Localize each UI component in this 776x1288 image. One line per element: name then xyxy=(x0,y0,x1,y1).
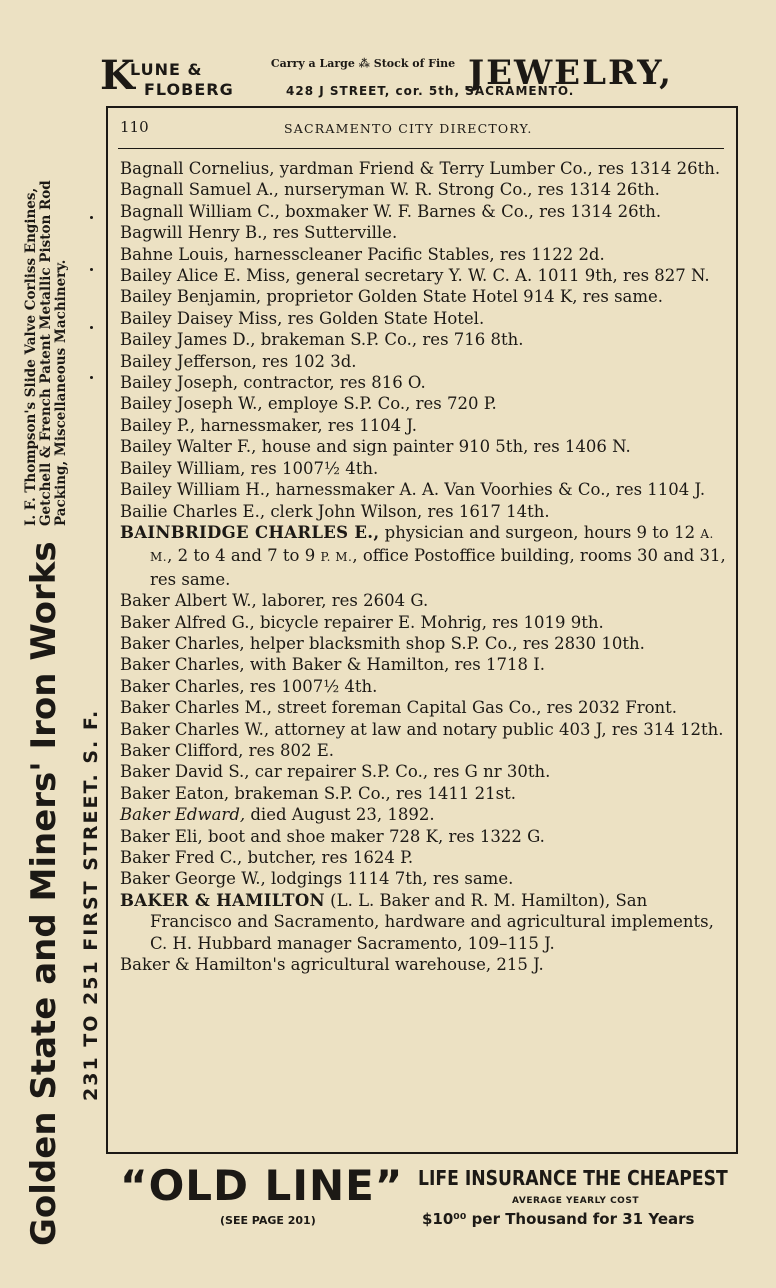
entry-text: , office Postoffice building, rooms 30 and 31, res same. xyxy=(150,546,726,589)
directory-frame xyxy=(106,106,738,1154)
directory-entry xyxy=(120,501,730,522)
entry-text: Bailey Benjamin, proprietor Golden State Hotel 914 K, res same. xyxy=(120,287,664,307)
insurance-advertisement xyxy=(100,1158,740,1238)
entry-text: Bailey Joseph W., employe S.P. Co., res 720 P. xyxy=(120,394,497,414)
ad-average-cost: AVERAGE YEARLY COST xyxy=(512,1196,639,1206)
entry-text: Baker Clifford, res 802 E. xyxy=(120,740,335,760)
directory-entry xyxy=(120,479,730,500)
entry-text: Baker Charles W., attorney at law and notary public 403 J, res 314 12th. xyxy=(120,719,724,739)
directory-entry xyxy=(120,676,730,697)
entry-text: (L. L. Baker and R. M. Hamilton), San Francisco and Sacramento, hardware and agricultural implements, C. H. Hubbard manager Sacramento, 109–115 J. xyxy=(150,890,714,953)
entry-text: Baker Eaton, brakeman S.P. Co., res 1411 21st. xyxy=(120,783,516,803)
directory-entry xyxy=(120,654,730,675)
jewelry-advertisement xyxy=(100,52,740,102)
entry-text: Bailey Walter F., house and sign painter 910 5th, res 1406 N. xyxy=(120,437,631,457)
directory-entry xyxy=(120,393,730,414)
entry-text: Baker David S., car repairer S.P. Co., res G nr 30th. xyxy=(120,762,551,782)
directory-entry xyxy=(120,890,730,954)
directory-entries xyxy=(120,158,730,975)
directory-entry xyxy=(120,222,730,243)
entry-sc: A. M. xyxy=(150,526,714,565)
directory-entry xyxy=(120,633,730,654)
entry-text: Baker Charles M., street foreman Capital Gas Co., res 2032 Front. xyxy=(120,698,678,718)
entry-text: Bailey P., harnessmaker, res 1104 J. xyxy=(120,415,418,435)
entry-text: Baker Eli, boot and shoe maker 728 K, res 1322 G. xyxy=(120,826,545,846)
directory-entry xyxy=(120,286,730,307)
entry-text: physician and surgeon, hours 9 to 12 xyxy=(379,522,701,542)
ad-firm-line2: FLOBERG xyxy=(144,80,234,99)
ad-old-line: “OLD LINE” xyxy=(120,1161,404,1210)
entry-text: Baker Charles, helper blacksmith shop S.P. Co., res 2830 10th. xyxy=(120,633,645,653)
side-ad-street: 231 TO 251 FIRST STREET. S. F. xyxy=(80,708,102,1101)
entry-text: Baker Albert W., laborer, res 2604 G. xyxy=(120,591,429,611)
entry-text: Bagnall Samuel A., nurseryman W. R. Strong Co., res 1314 26th. xyxy=(120,180,660,200)
side-ad-title: Golden State and Miners' Iron Works xyxy=(24,541,64,1246)
entry-text: Baker George W., lodgings 1114 7th, res same. xyxy=(120,869,514,889)
directory-entry xyxy=(120,697,730,718)
entry-text: Bailey William, res 1007½ 4th. xyxy=(120,458,379,478)
directory-entry xyxy=(120,740,730,761)
entry-text: Bailey James D., brakeman S.P. Co., res 716 8th. xyxy=(120,330,524,350)
directory-entry xyxy=(120,826,730,847)
directory-entry xyxy=(120,158,730,179)
directory-entry xyxy=(120,308,730,329)
page-header xyxy=(108,108,736,148)
header-rule xyxy=(118,148,724,149)
directory-entry xyxy=(120,954,730,975)
entry-text: Baker Alfred G., bicycle repairer E. Mohrig, res 1019 9th. xyxy=(120,612,604,632)
page-number: 110 xyxy=(120,118,149,136)
entry-bold: BAINBRIDGE CHARLES E., xyxy=(120,522,380,542)
directory-entry xyxy=(120,329,730,350)
entry-text: Baker Charles, with Baker & Hamilton, res 1718 I. xyxy=(120,655,545,675)
directory-entry xyxy=(120,719,730,740)
entry-text: Bailey Jefferson, res 102 3d. xyxy=(120,351,357,371)
side-ad-dots xyxy=(88,216,98,496)
entry-text: Bagnall Cornelius, yardman Friend & Terry Lumber Co., res 1314 26th. xyxy=(120,159,721,178)
entry-text: Baker Fred C., butcher, res 1624 P. xyxy=(120,848,414,867)
ad-price: $10⁰⁰ per Thousand for 31 Years xyxy=(422,1210,695,1228)
directory-entry xyxy=(120,612,730,633)
ad-insurance-headline: LIFE INSURANCE THE CHEAPEST xyxy=(418,1166,728,1190)
directory-entry xyxy=(120,201,730,222)
ad-jewelry-heading: JEWELRY, xyxy=(468,53,673,93)
entry-text: died August 23, 1892. xyxy=(245,805,435,825)
directory-entry xyxy=(120,415,730,436)
entry-text: , 2 to 4 and 7 to 9 xyxy=(167,546,321,566)
entry-text: Bailey Joseph, contractor, res 816 O. xyxy=(120,373,426,393)
dot-ornament xyxy=(90,376,93,379)
ad-carry-text: Carry a Large ⁂ Stock of Fine xyxy=(270,57,456,70)
ad-initial: K xyxy=(100,52,135,99)
directory-entry xyxy=(120,847,730,868)
directory-entry xyxy=(120,458,730,479)
directory-entry xyxy=(120,868,730,889)
directory-entry xyxy=(120,761,730,782)
entry-text: Bagnall William C., boxmaker W. F. Barnes & Co., res 1314 26th. xyxy=(120,201,662,221)
ad-see-page: (SEE PAGE 201) xyxy=(220,1214,316,1227)
directory-entry xyxy=(120,265,730,286)
ad-firm-line1: LUNE & xyxy=(130,60,203,79)
directory-entry xyxy=(120,351,730,372)
entry-bold: BAKER & HAMILTON xyxy=(120,890,325,910)
entry-text: Bahne Louis, harnesscleaner Pacific Stables, res 1122 2d. xyxy=(120,244,605,264)
dot-ornament xyxy=(90,268,93,271)
directory-entry xyxy=(120,590,730,611)
entry-text: Bailey Alice E. Miss, general secretary Y. W. C. A. 1011 9th, res 827 N. xyxy=(120,266,710,286)
running-head: SACRAMENTO CITY DIRECTORY. xyxy=(284,121,533,136)
side-ad-products: I. F. Thompson's Slide Valve Corliss Engines, Getchell & French Patent Metallic Piston Rod Packing, Miscellaneous Machinery. xyxy=(23,180,69,526)
dot-ornament xyxy=(90,326,93,329)
entry-text: Bagwill Henry B., res Sutterville. xyxy=(120,223,398,243)
directory-entry xyxy=(120,244,730,265)
entry-text: Baker & Hamilton's agricultural warehouse, 215 J. xyxy=(120,955,544,975)
ad-address: 428 J STREET, cor. 5th, SACRAMENTO. xyxy=(286,84,575,98)
directory-entry xyxy=(120,372,730,393)
entry-text: Bailey Daisey Miss, res Golden State Hotel. xyxy=(120,308,485,328)
entry-text: Baker Charles, res 1007½ 4th. xyxy=(120,676,378,696)
entry-sc: P. M. xyxy=(320,550,353,565)
entry-italic: Baker Edward, xyxy=(120,805,246,825)
entry-text: Bailey William H., harnessmaker A. A. Van Voorhies & Co., res 1104 J. xyxy=(120,480,706,500)
iron-works-advertisement xyxy=(0,56,108,1246)
entry-text: Bailie Charles E., clerk John Wilson, res 1617 14th. xyxy=(120,501,550,521)
directory-entry xyxy=(120,436,730,457)
directory-entry xyxy=(120,783,730,804)
directory-entry xyxy=(120,522,730,590)
dot-ornament xyxy=(90,216,93,219)
directory-entry xyxy=(120,804,730,825)
directory-entry xyxy=(120,179,730,200)
